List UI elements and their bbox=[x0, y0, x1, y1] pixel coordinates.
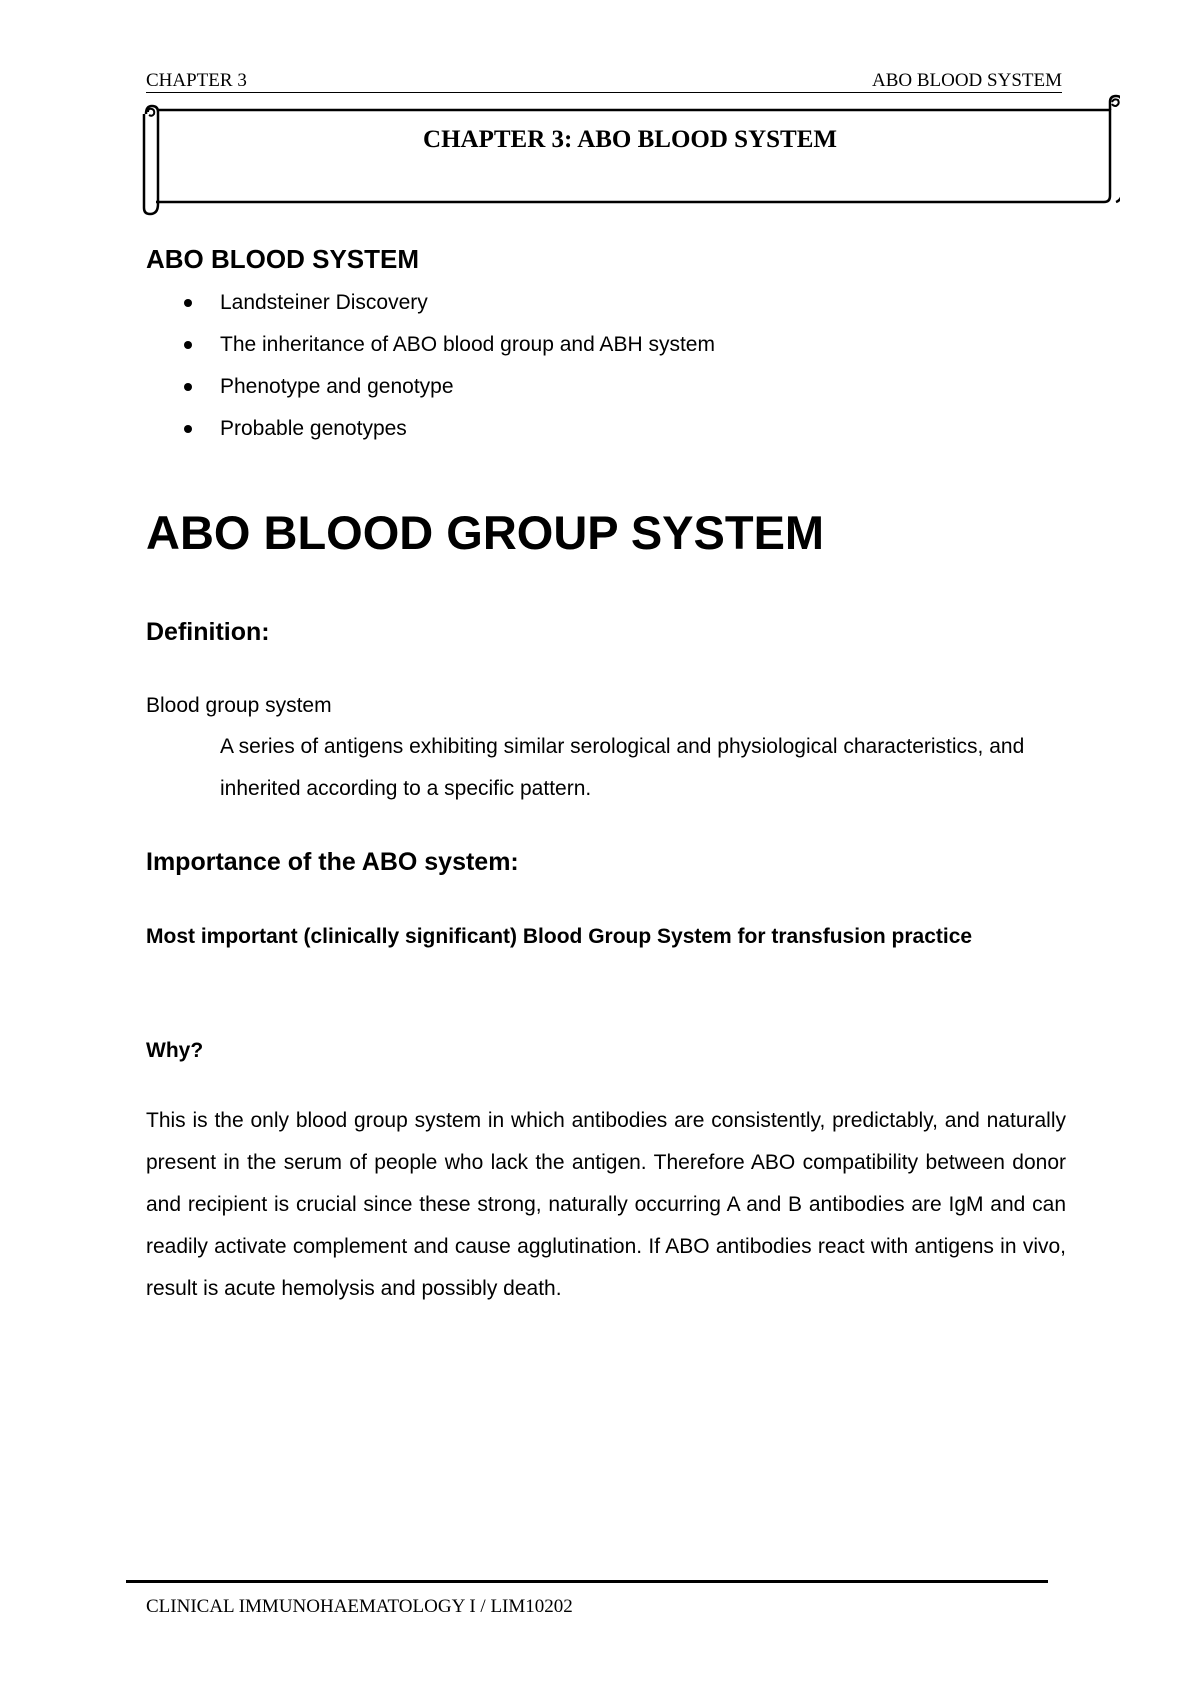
list-item-text: The inheritance of ABO blood group and ABH system bbox=[220, 333, 715, 356]
scroll-banner-shape bbox=[140, 92, 1120, 222]
list-item bbox=[146, 374, 715, 416]
importance-heading: Importance of the ABO system: bbox=[146, 848, 519, 876]
footer-course-label: CLINICAL IMMUNOHAEMATOLOGY I / LIM10202 bbox=[146, 1596, 573, 1617]
why-heading: Why? bbox=[146, 1039, 204, 1062]
bullet-icon bbox=[184, 299, 192, 307]
bullet-icon bbox=[184, 341, 192, 349]
header-chapter-label: CHAPTER 3 bbox=[146, 70, 247, 91]
header-section-label: ABO BLOOD SYSTEM bbox=[871, 70, 1062, 91]
why-paragraph: This is the only blood group system in which antibodies are consistently, predictably, and naturally present in the serum of people who lack the antigen. Therefore ABO compatibility between donor and recipient is crucial since these strong, naturally occurring A and B antibodies are IgM and can readily activate complement and cause agglutination. If ABO antibodies react with antigens in vivo, result is acute hemolysis and possibly death. bbox=[146, 1109, 1066, 1300]
list-item bbox=[146, 416, 715, 458]
main-title: ABO BLOOD GROUP SYSTEM bbox=[146, 506, 825, 559]
chapter-banner bbox=[140, 92, 1120, 222]
definition-text: A series of antigens exhibiting similar serological and physiological characteristics, and inherited according to a specific pattern. bbox=[220, 735, 1025, 800]
list-item bbox=[146, 332, 715, 374]
bullet-icon bbox=[184, 425, 192, 433]
footer-divider bbox=[126, 1580, 1048, 1583]
list-item-text: Landsteiner Discovery bbox=[220, 291, 428, 314]
list-item-text: Probable genotypes bbox=[220, 417, 407, 440]
importance-statement: Most important (clinically significant) Blood Group System for transfusion practice bbox=[146, 925, 973, 948]
definition-term: Blood group system bbox=[146, 694, 332, 717]
chapter-title: CHAPTER 3: ABO BLOOD SYSTEM bbox=[423, 126, 837, 153]
list-item bbox=[146, 290, 715, 332]
definition-heading: Definition: bbox=[146, 618, 270, 646]
overview-heading: ABO BLOOD SYSTEM bbox=[146, 244, 420, 274]
list-item-text: Phenotype and genotype bbox=[220, 375, 454, 398]
overview-list bbox=[146, 290, 715, 458]
running-header bbox=[146, 70, 1062, 93]
bullet-icon bbox=[184, 383, 192, 391]
